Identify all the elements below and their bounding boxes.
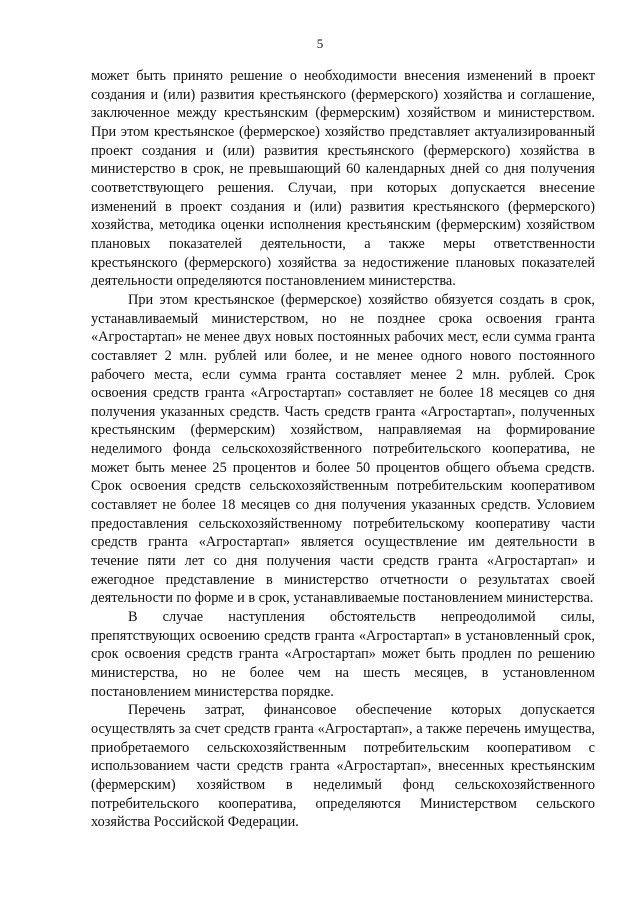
paragraph-expense-list: Перечень затрат, финансовое обеспечение которых допускается осуществлять за счет средств гранта «Агростартап», а также перечень имущества, приобретаемого сельскохозяйственным потребительским кооперативом с использованием части средств гранта «Агростартап», внесенных крестьянским (фермерским) хозяйством в неделимый фонд сельскохозяйственного потребительского кооператива, определяются Министерством сельского хозяйства Российской Федерации. <box>91 702 595 831</box>
paragraph-force-majeure: В случае наступления обстоятельств непреодолимой силы, препятствующих освоению средств гранта «Агростартап» в установленный срок, срок освоения средств гранта «Агростартап» может быть продлен по решению министерства, но не более чем на шесть месяцев, в установленном постановлением министерства порядке. <box>91 609 595 700</box>
page-number: 5 <box>316 36 324 51</box>
paragraph-continuation: может быть принято решение о необходимости внесения изменений в проект создания и (или) развития крестьянского (фермерского) хозяйства и соглашение, заключенное между крестьянским (фермерским) хозяйством и министерством. При этом крестьянское (фермерское) хозяйство представляет актуализированный проект создания и (или) развития крестьянского (фермерского) хозяйства в министерство в срок, не превышающий 60 календарных дней со дня получения соответствующего решения. Случаи, при которых допускается внесение изменений в проект создания и (или) развития крестьянского (фермерского) хозяйства, методика оценки исполнения крестьянским (фермерским) хозяйством плановых показателей деятельности, а также меры ответственности крестьянского (фермерского) хозяйства за недостижение плановых показателей деятельности определяются постановлением министерства. <box>91 68 595 290</box>
document-body <box>91 67 595 832</box>
paragraph-obligations: При этом крестьянское (фермерское) хозяйство обязуется создать в срок, устанавливаемый министерством, но не позднее срока освоения гранта «Агростартап» не менее двух новых постоянных рабочих мест, если сумма гранта составляет 2 млн. рублей или более, и не менее одного нового постоянного рабочего места, если сумма гранта составляет менее 2 млн. рублей. Срок освоения средств гранта «Агростартап» составляет не более 18 месяцев со дня получения указанных средств. Часть средств гранта «Агростартап», полученных крестьянским (фермерским) хозяйством, направляемая на формирование неделимого фонда сельскохозяйственного потребительского кооператива, не может быть менее 25 процентов и более 50 процентов общего объема средств. Срок освоения средств сельскохозяйственным потребительским кооперативом составляет не более 18 месяцев со дня получения указанных средств. Условием предоставления сельскохозяйственному потребительскому кооперативу части средств гранта «Агростартап» является осуществление им деятельности в течение пяти лет со дня получения части средств гранта «Агростартап» и ежегодное представление в министерство отчетности о результатах своей деятельности по форме и в срок, устанавливаемые постановлением министерства. <box>91 291 595 607</box>
